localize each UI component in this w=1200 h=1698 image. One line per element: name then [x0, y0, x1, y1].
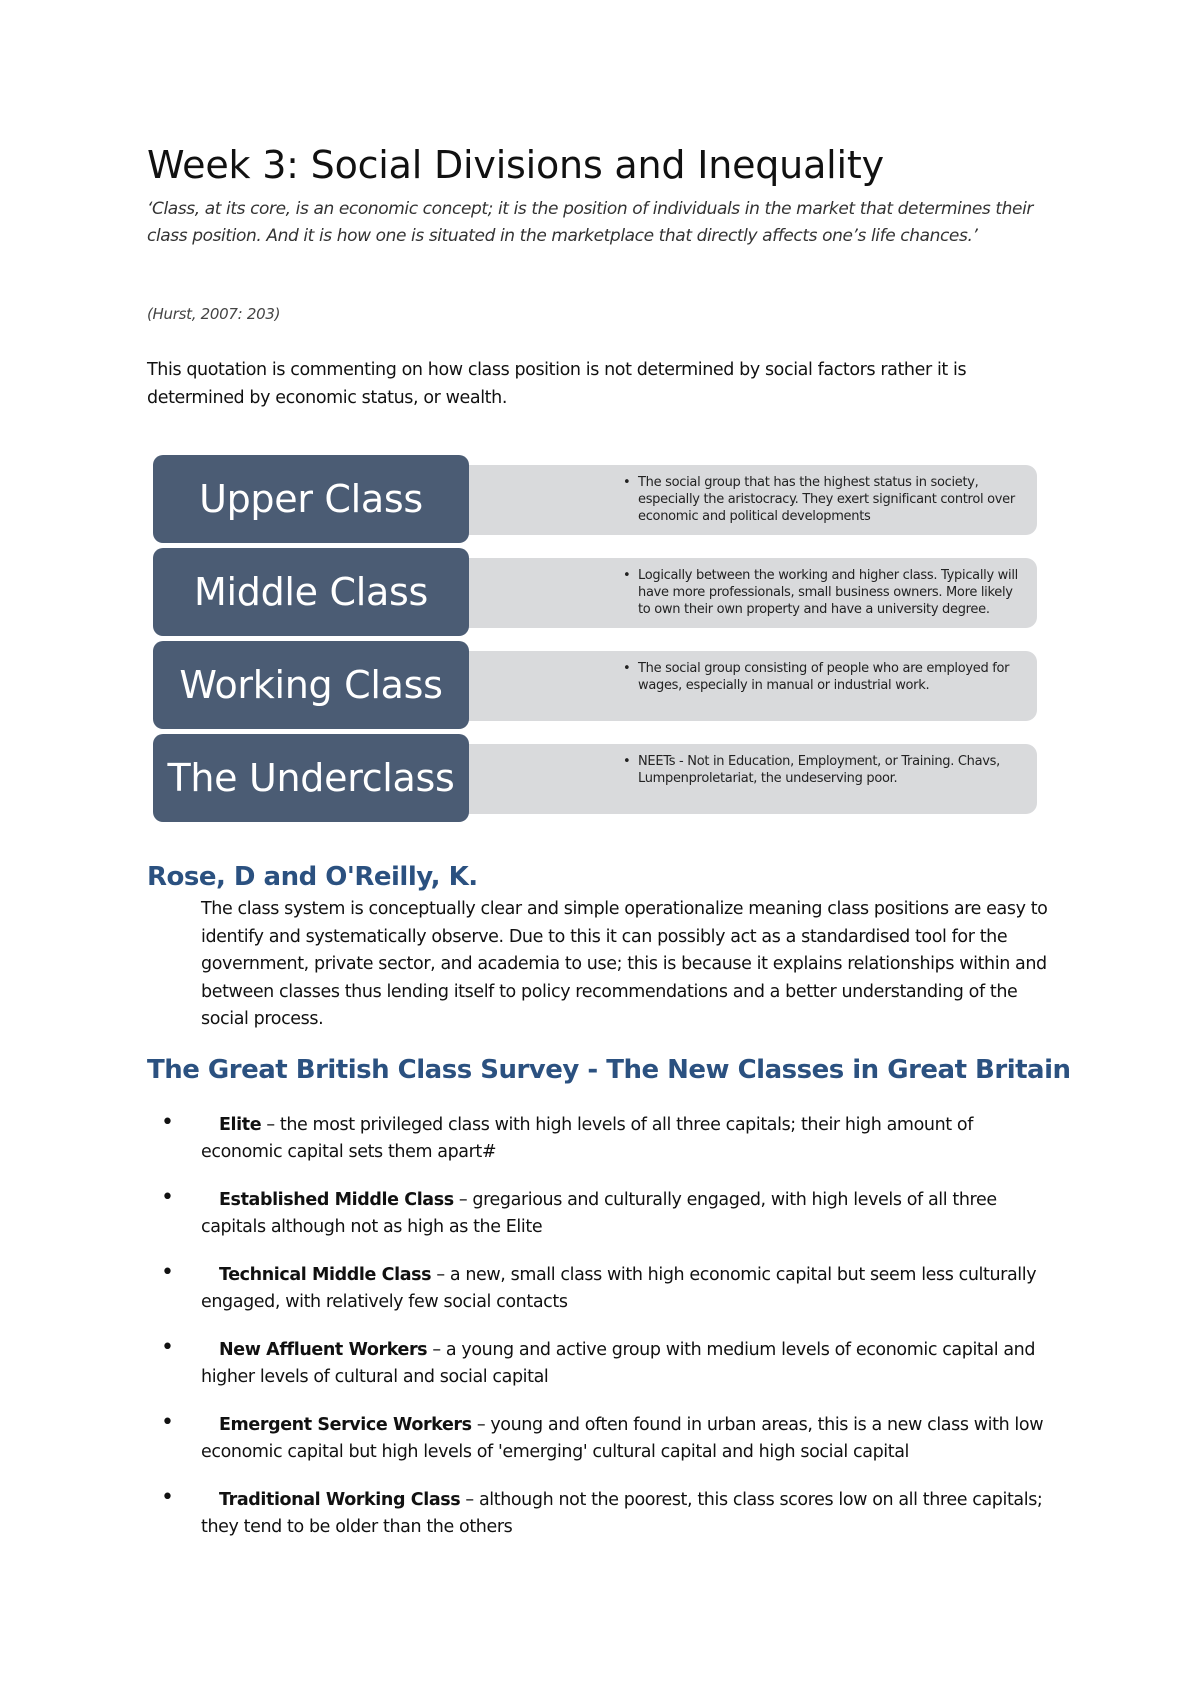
bullet-icon: •	[161, 1110, 174, 1135]
class-label-box: Upper Class	[153, 455, 469, 543]
rose-heading: Rose, D and O'Reilly, K.	[147, 862, 478, 892]
list-item	[147, 1112, 1057, 1166]
page-title: Week 3: Social Divisions and Inequality	[147, 143, 884, 187]
class-row-working	[153, 641, 1037, 729]
class-detail: – the most privileged class with high levels of all three capitals; their high amount of economic capital sets them apart#	[201, 1115, 973, 1162]
class-detail: – a new, small class with high economic capital but seem less culturally engaged, with relatively few social contacts	[201, 1265, 1037, 1312]
class-name: Emergent Service Workers	[219, 1415, 472, 1435]
class-name: Technical Middle Class	[219, 1265, 432, 1285]
survey-class-list	[147, 1112, 1057, 1541]
class-diagram	[153, 455, 1037, 821]
bullet-icon: •	[161, 1410, 174, 1435]
bullet-icon: •	[161, 1260, 174, 1285]
list-item	[147, 1187, 1057, 1241]
class-row-upper	[153, 455, 1037, 543]
list-item	[147, 1487, 1057, 1541]
class-detail: – gregarious and culturally engaged, with high levels of all three capitals although not as high as the Elite	[201, 1190, 997, 1237]
class-description: • NEETs - Not in Education, Employment, or Training. Chavs, Lumpenproletariat, the undeserving poor.	[623, 753, 1025, 787]
class-description-panel	[453, 558, 1037, 628]
class-label-box: Middle Class	[153, 548, 469, 636]
class-name: New Affluent Workers	[219, 1340, 428, 1360]
class-name: Traditional Working Class	[219, 1490, 461, 1510]
class-description-panel	[453, 651, 1037, 721]
intro-paragraph: This quotation is commenting on how class position is not determined by social factors rather it is determined by economic status, or wealth.	[147, 360, 967, 408]
class-label-box: The Underclass	[153, 734, 469, 822]
class-name: Established Middle Class	[219, 1190, 454, 1210]
list-item	[147, 1262, 1057, 1316]
survey-heading: The Great British Class Survey - The New Classes in Great Britain	[147, 1055, 1071, 1085]
class-row-underclass	[153, 734, 1037, 822]
list-item	[147, 1337, 1057, 1391]
class-detail: – although not the poorest, this class scores low on all three capitals; they tend to be older than the others	[201, 1490, 1043, 1537]
class-name: Elite	[219, 1115, 262, 1135]
bullet-icon: •	[161, 1485, 174, 1510]
class-description-panel	[453, 744, 1037, 814]
bullet-icon: •	[161, 1185, 174, 1210]
class-description: • Logically between the working and higher class. Typically will have more professionals, small business owners. More likely to own their own property and have a university degree.	[623, 567, 1025, 618]
class-row-middle	[153, 548, 1037, 636]
class-description: • The social group consisting of people who are employed for wages, especially in manual or industrial work.	[623, 660, 1025, 694]
class-description-panel	[453, 465, 1037, 535]
class-description: • The social group that has the highest status in society, especially the aristocracy. They exert significant control over economic and political developments	[623, 474, 1025, 525]
bullet-icon: •	[161, 1335, 174, 1360]
class-detail: – young and often found in urban areas, this is a new class with low economic capital but high levels of 'emerging' cultural capital and high social capital	[201, 1415, 1044, 1462]
class-label-box: Working Class	[153, 641, 469, 729]
rose-paragraph: The class system is conceptually clear and simple operationalize meaning class positions are easy to identify and systematically observe. Due to this it can possibly act as a standardised tool for the government, private sector, and academia to use; this is because it explains relationships within and between classes thus lending itself to policy recommendations and a better understanding of the social process.	[201, 899, 1048, 1030]
class-detail: – a young and active group with medium levels of economic capital and higher levels of cultural and social capital	[201, 1340, 1036, 1387]
list-item	[147, 1412, 1057, 1466]
quote-citation: (Hurst, 2007: 203)	[147, 305, 281, 323]
hurst-quote: ‘Class, at its core, is an economic concept; it is the position of individuals in the market that determines their class position. And it is how one is situated in the marketplace that directly affects one’s life chances.’	[147, 199, 1033, 246]
